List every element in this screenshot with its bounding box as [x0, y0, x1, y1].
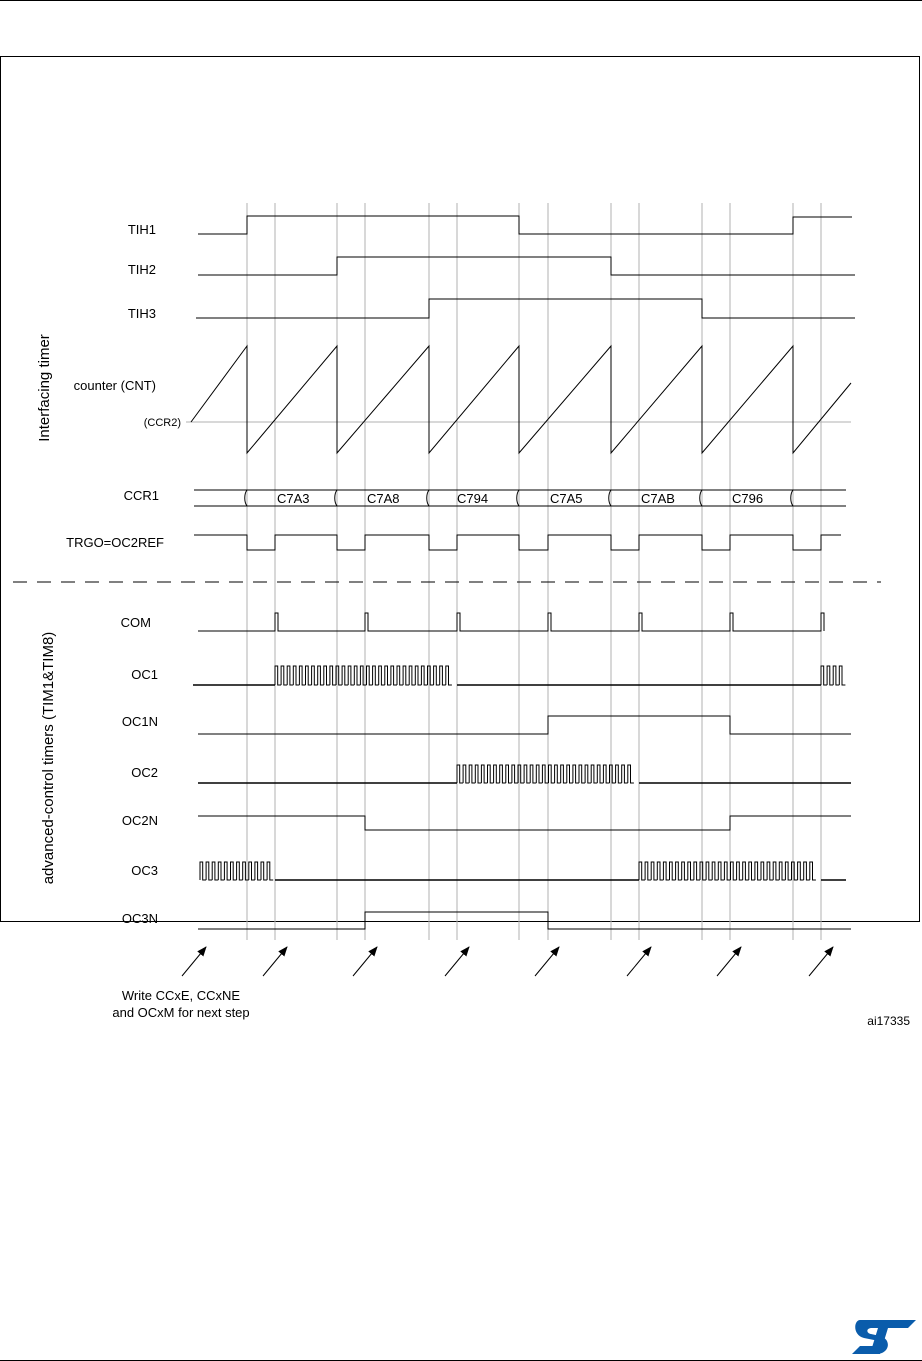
oc2n-label: OC2N [121, 813, 158, 828]
ccr1-value: C794 [457, 491, 489, 506]
oc2-waveform [198, 765, 851, 783]
com-label: COM [120, 615, 151, 630]
figure-frame [0, 56, 920, 1028]
oc3-waveform [200, 862, 846, 880]
oc1n-label: OC1N [121, 714, 158, 729]
counter-label: counter (CNT) [73, 378, 156, 393]
counter-sawtooth [191, 346, 851, 453]
ccr1-value: C7AB [641, 491, 675, 506]
com-waveform [198, 613, 824, 631]
ccr1-value: C7A5 [550, 491, 583, 506]
ccr1-value: C7A8 [367, 491, 400, 506]
tih2-label: TIH2 [127, 262, 156, 277]
trgo-waveform [194, 535, 841, 550]
timing-diagram [1, 57, 919, 1028]
tih1-waveform [198, 216, 852, 234]
figure-id: ai17335 [867, 1014, 910, 1028]
oc3n-label: OC3N [121, 911, 158, 926]
annotation-line-2: and OCxM for next step [112, 1005, 250, 1020]
write-step-arrows [182, 947, 833, 976]
oc1n-waveform [198, 716, 851, 734]
interfacing-timer-label: Interfacing timer [36, 334, 53, 442]
st-logo-icon [852, 1320, 916, 1354]
ccr1-value: C7A3 [277, 491, 310, 506]
header-rule [0, 0, 922, 1]
oc1-label: OC1 [131, 667, 158, 682]
tih1-label: TIH1 [127, 222, 156, 237]
advanced-timers-label: advanced-control timers (TIM1&TIM8) [40, 631, 57, 885]
grid-lines [247, 203, 821, 940]
oc2n-waveform [198, 816, 851, 830]
ccr1-label: CCR1 [123, 488, 159, 503]
ccr1-value: C796 [732, 491, 764, 506]
ccr2-label: (CCR2) [143, 417, 181, 429]
oc2-label: OC2 [131, 765, 158, 780]
tih3-label: TIH3 [127, 306, 156, 321]
annotation-line-1: Write CCxE, CCxNE [121, 988, 241, 1003]
tih2-waveform [198, 257, 855, 275]
tih3-waveform [196, 299, 855, 318]
ccr1-value-labels [277, 491, 763, 506]
oc3n-waveform [198, 912, 851, 929]
oc3-label: OC3 [131, 863, 158, 878]
trgo-label: TRGO=OC2REF [66, 535, 164, 550]
